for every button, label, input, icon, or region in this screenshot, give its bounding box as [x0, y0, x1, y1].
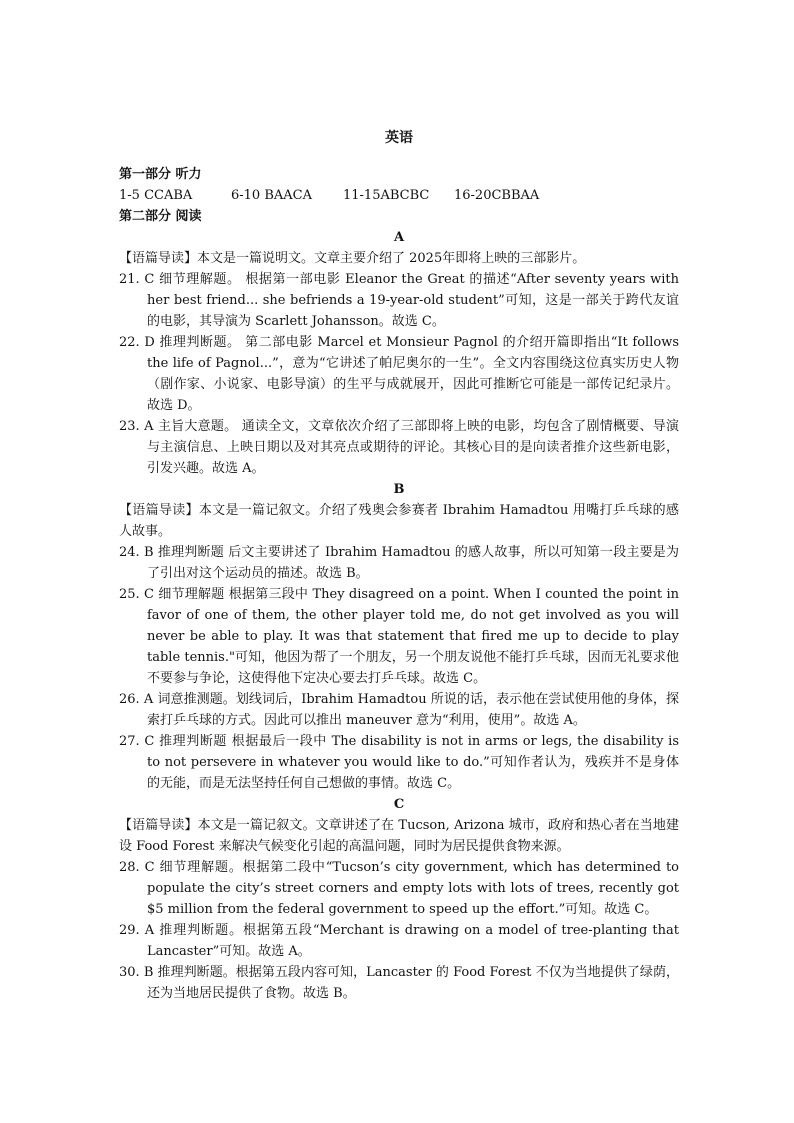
answer-group: 6-10 BAACA: [231, 188, 313, 203]
page-title: 英语: [385, 130, 413, 146]
section-letter: A: [393, 230, 405, 245]
reading-guide: 【语篇导读】本文是一篇记叙文。文章讲述了在 Tucson, Arizona 城市，政府和热心者在当地建设 Food Forest 来解决气候变化引起的高温问题，同时为居民提供食物来源。: [119, 818, 679, 854]
question-explanation: 21. C 细节理解题。 根据第一部电影 Eleanor the Great 的描述“After seventy years with her best friend... she befriends a 19-year-old student”可知，这是一部关于跨代友谊的电影，其导演为 Scarlett Johansson。故选 C。: [119, 272, 679, 329]
question-explanation: 27. C 推理判断题 根据最后一段中 The disability is not in arms or legs, the disability is to not persevere in whatever you would like to do.”可知作者认为，残疾并不是身体的无能，而是无法坚持任何自己想做的事情。故选 C。: [119, 734, 679, 791]
question-explanation: 29. A 推理判断题。根据第五段“Merchant is drawing on a model of tree-planting that Lancaster”可知。故选 A。: [119, 923, 679, 959]
question-explanation: 25. C 细节理解题 根据第三段中 They disagreed on a point. When I counted the point in favor of one of them, the other player told me, do not get involved as you will never be able to play. It was that statement that fired me up to decide to play table tennis."可知，他因为帮了一个朋友，另一个朋友说他不能打乒乓球，因而无礼要求他不要参与争论，这使得他下定决心要去打乒乓球。故选 C。: [119, 587, 679, 686]
question-explanation: 30. B 推理判断题。根据第五段内容可知，Lancaster 的 Food Forest 不仅为当地提供了绿荫，还为当地居民提供了食物。故选 B。: [119, 965, 679, 1001]
question-explanation: 23. A 主旨大意题。 通读全文，文章依次介绍了三部即将上映的电影，均包含了剧情概要、导演与主演信息、上映日期以及对其亮点或期待的评论。其核心目的是向读者推介这些新电影，引发兴趣。故选 A。: [119, 419, 679, 476]
question-explanation: 26. A 词意推测题。划线词后，Ibrahim Hamadtou 所说的话，表示他在尝试使用他的身体，探索打乒乓球的方式。因此可以推出 maneuver 意为“利用，使用”。故选 A。: [119, 692, 679, 728]
answer-group: 11-15ABCBC: [343, 188, 430, 203]
question-explanation: 28. C 细节理解题。根据第二段中“Tucson’s city government, which has determined to populate the city’s street corners and empty lots with lots of trees, recently got $5 million from the federal government to speed up the effort.”可知。故选 C。: [119, 860, 679, 917]
answer-key-page: [119, 126, 679, 1004]
section-letter: B: [393, 482, 405, 497]
listening-answers: [119, 185, 679, 206]
part2-heading: 第二部分 阅读: [119, 209, 202, 224]
answer-group: 1-5 CCABA: [119, 188, 193, 203]
answer-group: 16-20CBBAA: [454, 188, 540, 203]
part1-heading: 第一部分 听力: [119, 167, 202, 182]
reading-guide: 【语篇导读】本文是一篇说明文。文章主要介绍了 2025年即将上映的三部影片。: [119, 251, 586, 266]
section-letter: C: [393, 797, 405, 812]
question-explanation: 22. D 推理判断题。 第二部电影 Marcel et Monsieur Pagnol 的介绍开篇即指出“It follows the life of Pagnol...”，意为“它讲述了帕尼奥尔的一生”。全文内容围绕这位真实历史人物（剧作家、小说家、电影导演）的生平与成就展开，因此可推断它可能是一部传记纪录片。故选 D。: [119, 335, 679, 413]
question-explanation: 24. B 推理判断题 后文主要讲述了 Ibrahim Hamadtou 的感人故事，所以可知第一段主要是为了引出对这个运动员的描述。故选 B。: [119, 545, 679, 581]
reading-guide: 【语篇导读】本文是一篇记叙文。介绍了残奥会参赛者 Ibrahim Hamadtou 用嘴打乒乓球的感人故事。: [119, 503, 679, 539]
